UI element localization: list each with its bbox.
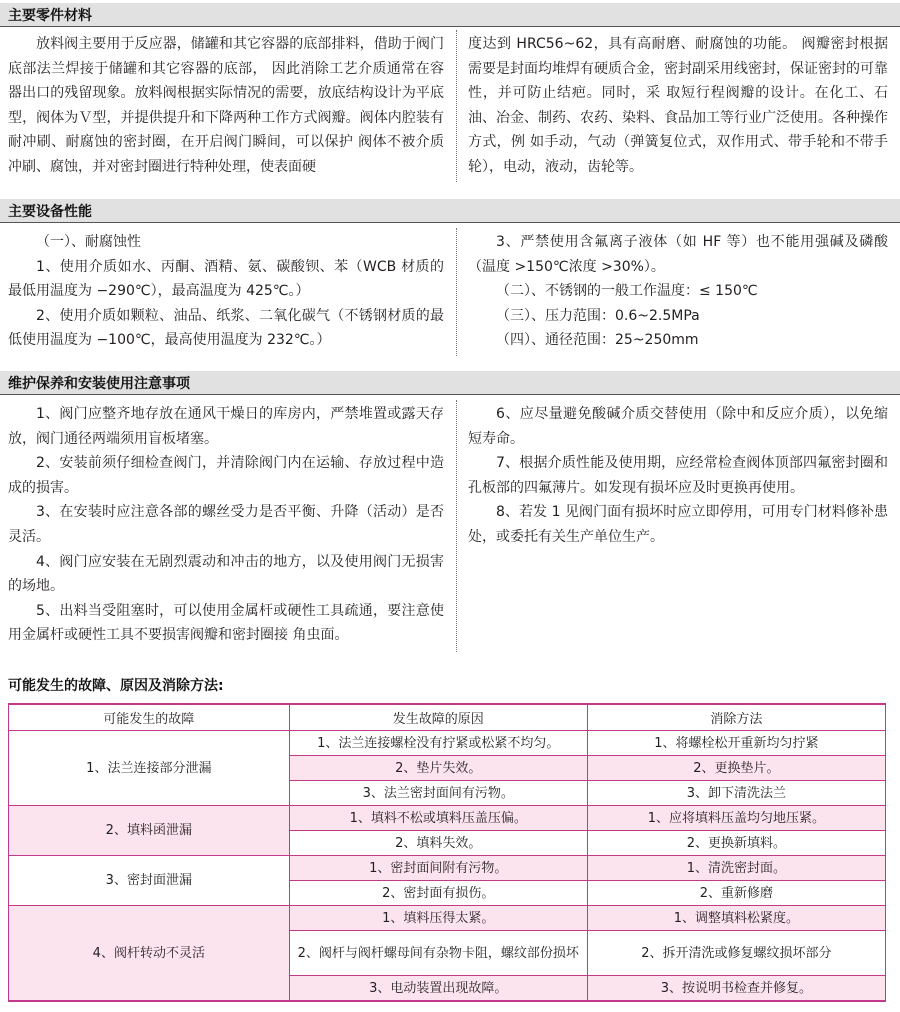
table-row: [9, 731, 886, 756]
remedy-cell: 2、拆开清洗或修复螺纹损坏部分: [587, 931, 885, 976]
column-divider: [456, 228, 457, 356]
materials-right-paragraph: 度达到 HRC56~62，具有高耐磨、耐腐蚀的功能。 阀瓣密封根据需要是封面均堆焊有硬质合金，密封副采用线密封，保证密封的可靠性，并可防止结疤。同时，采 取短行程阀瓣的设计。在化工、石油、冶金、制药、农药、染料、食品加工等行业广泛使用。各种操作方式，例 如手动，气动（弹簧复位式，双作用式、带手轮和不带手轮），电动，液动，齿轮等。: [468, 36, 888, 175]
performance-right-column: [468, 230, 888, 353]
remedy-cell: 1、调整填料松紧度。: [587, 906, 885, 931]
remedy-cell: 1、将螺栓松开重新均匀拧紧: [587, 731, 885, 756]
fault-cell: 4、阀杆转动不灵活: [9, 906, 290, 1002]
column-header-fault: 可能发生的故障: [9, 704, 290, 731]
section-title-maintenance: 维护保养和安装使用注意事项: [8, 376, 190, 392]
remedy-cell: 1、清洗密封面。: [587, 856, 885, 881]
cause-cell: 1、密封面间附有污物。: [289, 856, 587, 881]
table-header-row: [9, 704, 886, 731]
remedy-cell: 1、应将填料压盖均匀地压紧。: [587, 806, 885, 831]
cause-cell: 2、密封面有损伤。: [289, 881, 587, 906]
section-title-materials: 主要零件材料: [8, 8, 92, 24]
column-divider: [456, 30, 457, 182]
table-row: [9, 856, 886, 881]
performance-left-column: [8, 230, 444, 353]
cause-cell: 2、阀杆与阀杆螺母间有杂物卡阻，螺纹部份损坏: [289, 931, 587, 976]
maintenance-item: 2、安装前须仔细检查阀门，并清除阀门内在运输、存放过程中造成的损害。: [8, 455, 444, 496]
performance-right-line: （二）、不锈钢的一般工作温度：≤ 150℃: [496, 283, 758, 300]
materials-left-column: [8, 32, 444, 180]
performance-right-line: 3、严禁使用含氟离子液体（如 HF 等）也不能用强碱及磷酸（温度 >150℃浓度 >30%）。: [468, 234, 888, 275]
fault-cell: 1、法兰连接部分泄漏: [9, 731, 290, 806]
fault-cell: 3、密封面泄漏: [9, 856, 290, 906]
maintenance-left-column: [8, 402, 444, 648]
section-header-materials: [0, 3, 900, 27]
section-title-performance: 主要设备性能: [8, 204, 92, 220]
cause-cell: 1、填料压得太紧。: [289, 906, 587, 931]
fault-table-title: 可能发生的故障、原因及消除方法:: [8, 678, 224, 694]
cause-cell: 1、法兰连接螺栓没有拧紧或松紧不均匀。: [289, 731, 587, 756]
remedy-cell: 3、按说明书检查并修复。: [587, 976, 885, 1002]
maintenance-item: 3、在安装时应注意各部的螺丝受力是否平衡、升降（活动）是否灵活。: [8, 504, 444, 545]
maintenance-item: 1、阀门应整齐地存放在通风干燥日的库房内，严禁堆置或露天存放，阀门通径两端须用盲板堵塞。: [8, 406, 444, 447]
remedy-cell: 3、卸下清洗法兰: [587, 781, 885, 806]
remedy-cell: 2、更换垫片。: [587, 756, 885, 781]
performance-right-line: （三）、压力范围：0.6~2.5MPa: [496, 307, 700, 324]
cause-cell: 1、填料不松或填料压盖压偏。: [289, 806, 587, 831]
remedy-cell: 2、重新修磨: [587, 881, 885, 906]
column-divider: [456, 400, 457, 652]
remedy-cell: 2、更换新填料。: [587, 831, 885, 856]
maintenance-right-column: [468, 402, 888, 550]
cause-cell: 3、电动装置出现故障。: [289, 976, 587, 1002]
maintenance-item: 6、应尽量避免酸碱介质交替使用（除中和反应介质），以免缩短寿命。: [468, 406, 888, 447]
cause-cell: 3、法兰密封面间有污物。: [289, 781, 587, 806]
cause-cell: 2、垫片失效。: [289, 756, 587, 781]
maintenance-item: 8、若发 1 见阀门面有损坏时应立即停用，可用专门材料修补患处，或委托有关生产单位生产。: [468, 504, 888, 545]
section-header-performance: [0, 199, 900, 223]
fault-table: [8, 703, 886, 1002]
column-header-cause: 发生故障的原因: [289, 704, 587, 731]
materials-right-column: [468, 32, 888, 180]
maintenance-item: 4、阀门应安装在无剧烈震动和冲击的地方，以及使用阀门无损害的场地。: [8, 553, 444, 595]
maintenance-item: 5、出料当受阻塞时，可以使用金属杆或硬性工具疏通，要注意使用金属杆或硬性工具不要损害阀瓣和密封圈接 角虫面。: [8, 602, 444, 644]
table-row: [9, 806, 886, 831]
maintenance-item: 7、根据介质性能及使用期，应经常检查阀体顶部四氟密封圈和孔板部的四氟薄片。如发现有损坏应及时更换再使用。: [468, 455, 888, 496]
cause-cell: 2、填料失效。: [289, 831, 587, 856]
section-header-maintenance: [0, 371, 900, 395]
performance-left-line: （一）、耐腐蚀性: [36, 234, 141, 250]
performance-left-line: 1、使用介质如水、丙酮、酒精、氨、碳酸钡、苯（WCB 材质的最低用温度为 −290℃），最高温度为 425℃。）: [8, 258, 444, 300]
column-header-remedy: 消除方法: [587, 704, 885, 731]
performance-left-line: 2、使用介质如颗粒、油品、纸浆、二氧化碳气（不锈钢材质的最低使用温度为 −100℃，最高使用温度为 232℃。）: [8, 307, 444, 349]
table-row: [9, 906, 886, 931]
performance-right-line: （四）、通径范围：25~250mm: [496, 332, 699, 349]
materials-left-paragraph: 放料阀主要用于反应器，储罐和其它容器的底部排料，借助于阀门底部法兰焊接于储罐和其它容器的底部， 因此消除工艺介质通常在容器出口的残留现象。放料阀根据实际情况的需要，放底结构设计为平底型，阀体为Ｖ型，并提供提升和下降两种工作方式阀瓣。阀体内腔装有耐冲刷、耐腐蚀的密封圈，在开启阀门瞬间，可以保护 阀体不被介质冲刷、腐蚀，并对密封圈进行特种处理，使表面硬: [8, 36, 444, 175]
fault-cell: 2、填料函泄漏: [9, 806, 290, 856]
